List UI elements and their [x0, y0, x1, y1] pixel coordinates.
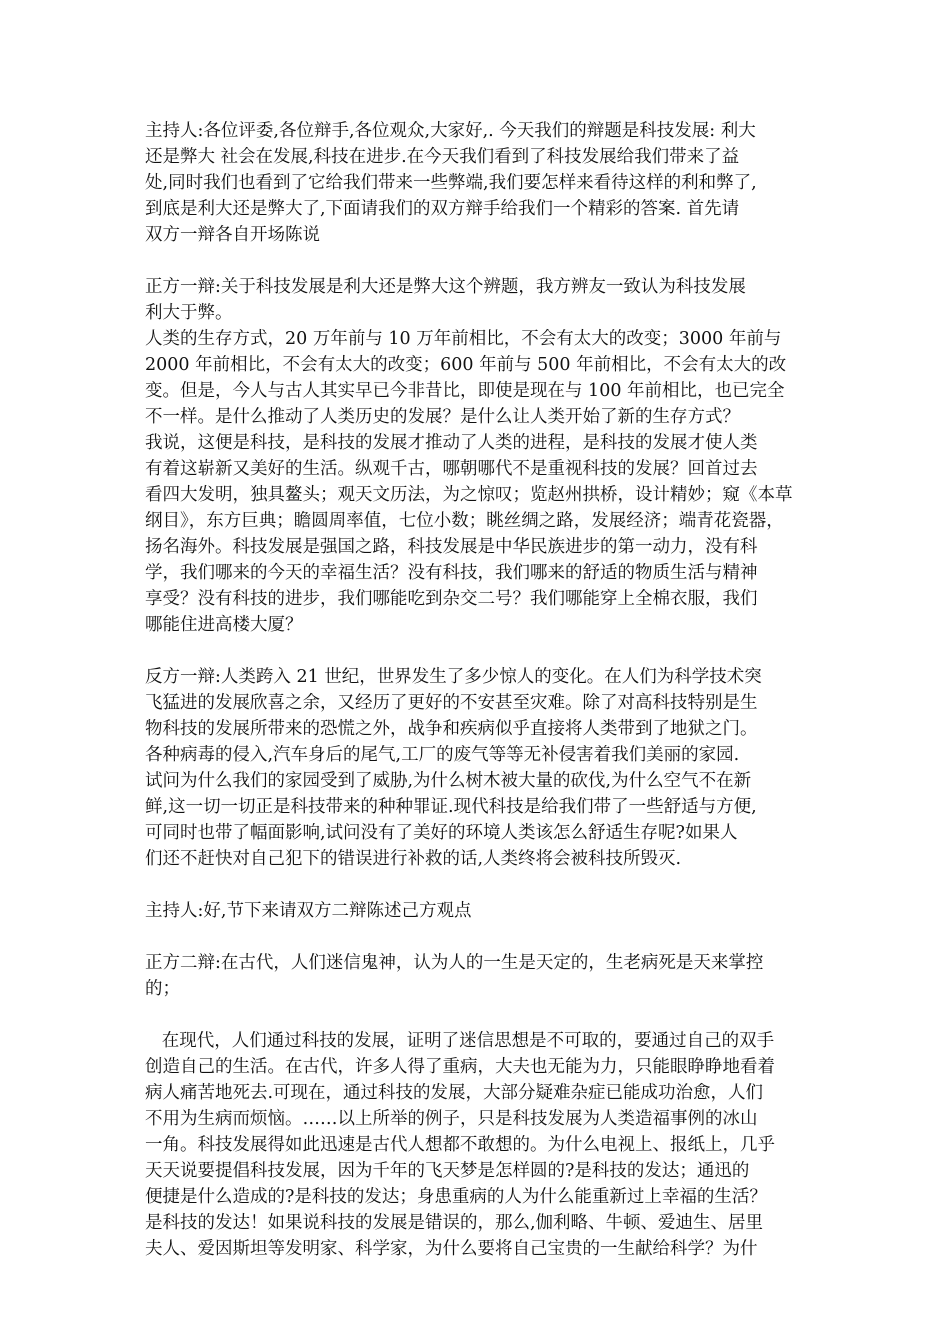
text-line: 享受？没有科技的进步，我们哪能吃到杂交二号？我们哪能穿上全棉衣服，我们 — [145, 589, 758, 609]
paragraph-gap — [145, 638, 813, 664]
paragraph-gap — [145, 1002, 813, 1028]
text-line: 各种病毒的侵入,汽车身后的尾气,工厂的废气等等无补侵害着我们美丽的家园. — [145, 745, 740, 765]
text-line: 天天说要提倡科技发展，因为千年的飞天梦是怎样圆的?是科技的发达；通迅的 — [145, 1161, 750, 1181]
paragraph-pro-first — [145, 274, 813, 638]
text-line: 不用为生病而烦恼。……以上所举的例子，只是科技发展为人类造福事例的冰山 — [145, 1109, 758, 1129]
text-line: 试问为什么我们的家园受到了威胁,为什么树木被大量的砍伐,为什么空气不在新 — [145, 771, 752, 791]
text-line: 在现代，人们通过科技的发展，证明了迷信思想是不可取的，要通过自己的双手 — [145, 1031, 775, 1051]
text-line: 看四大发明，独具鳌头；观天文历法，为之惊叹；览赵州拱桥，设计精妙；窥《本草 — [145, 485, 793, 505]
paragraph-host-second — [145, 898, 813, 924]
text-line: 飞猛进的发展欣喜之余，又经历了更好的不安甚至灾难。除了对高科技特别是生 — [145, 693, 758, 713]
text-line: 纲目》，东方巨典；瞻圆周率值，七位小数；眺丝绸之路，发展经济；端青花瓷器， — [145, 511, 784, 531]
text-line: 哪能住进高楼大厦？ — [145, 615, 303, 635]
text-line: 鲜,这一切一切正是科技带来的种种罪证.现代科技是给我们带了一些舒适与方便, — [145, 797, 757, 817]
text-line: 双方一辩各自开场陈说 — [145, 225, 320, 245]
text-line: 物科技的发展所带来的恐慌之外，战争和疾病似乎直接将人类带到了地狱之门。 — [145, 719, 758, 739]
text-line: 人类的生存方式，20 万年前与 10 万年前相比，不会有太大的改变；3000 年前与 — [145, 329, 782, 349]
text-line: 利大于弊。 — [145, 303, 233, 323]
paragraph-pro-second — [145, 950, 813, 1002]
text-line: 主持人:好,节下来请双方二辩陈述己方观点 — [145, 901, 472, 921]
text-line: 到底是利大还是弊大了,下面请我们的双方辩手给我们一个精彩的答案. 首先请 — [145, 199, 740, 219]
paragraph-con-first — [145, 664, 813, 872]
text-line: 学，我们哪来的今天的幸福生活？没有科技，我们哪来的舒适的物质生活与精神 — [145, 563, 758, 583]
paragraph-gap — [145, 872, 813, 898]
paragraph-host-intro — [145, 118, 813, 248]
text-line: 正方一辩:关于科技发展是利大还是弊大这个辨题，我方辨友一致认为科技发展 — [145, 277, 746, 297]
text-line: 还是弊大 社会在发展,科技在进步.在今天我们看到了科技发展给我们带来了益 — [145, 147, 740, 167]
text-line: 们还不赶快对自己犯下的错误进行补救的话,人类终将会被科技所毁灭. — [145, 849, 682, 869]
text-line: 便捷是什么造成的?是科技的发达；身患重病的人为什么能重新过上幸福的生活？ — [145, 1187, 767, 1207]
text-line: 2000 年前相比，不会有太大的改变；600 年前与 500 年前相比，不会有太大的改 — [145, 355, 787, 375]
text-line: 反方一辩:人类跨入 21 世纪，世界发生了多少惊人的变化。在人们为科学技术突 — [145, 667, 762, 687]
text-line: 夫人、爱因斯坦等发明家、科学家，为什么要将自己宝贵的一生献给科学？为什 — [145, 1239, 758, 1259]
text-line: 不一样。是什么推动了人类历史的发展？是什么让人类开始了新的生存方式？ — [145, 407, 740, 427]
text-line: 有着这崭新又美好的生活。纵观千古，哪朝哪代不是重视科技的发展？回首过去 — [145, 459, 758, 479]
text-line: 可同时也带了幅面影响,试问没有了美好的环境人类该怎么舒适生存呢?如果人 — [145, 823, 738, 843]
text-line: 一角。科技发展得如此迅速是古代人想都不敢想的。为什么电视上、报纸上，几乎 — [145, 1135, 775, 1155]
text-line: 创造自己的生活。在古代，许多人得了重病，大夫也无能为力，只能眼睁睁地看着 — [145, 1057, 775, 1077]
text-line: 变。但是，今人与古人其实早已今非昔比，即使是现在与 100 年前相比，也已完全 — [145, 381, 785, 401]
text-line: 病人痛苦地死去.可现在，通过科技的发展，大部分疑难杂症已能成功治愈，人们 — [145, 1083, 764, 1103]
paragraph-pro-second-continued — [145, 1028, 813, 1262]
text-line: 是科技的发达！如果说科技的发展是错误的，那么,伽利略、牛顿、爱迪生、居里 — [145, 1213, 764, 1233]
text-line: 正方二辩:在古代，人们迷信鬼神，认为人的一生是天定的，生老病死是天来掌控 — [145, 953, 764, 973]
paragraph-gap — [145, 248, 813, 274]
text-line: 扬名海外。科技发展是强国之路，科技发展是中华民族进步的第一动力，没有科 — [145, 537, 758, 557]
text-line: 主持人:各位评委,各位辩手,各位观众,大家好,. 今天我们的辩题是科技发展: 利大 — [145, 121, 756, 141]
text-line: 处,同时我们也看到了它给我们带来一些弊端,我们要怎样来看待这样的利和弊了, — [145, 173, 757, 193]
text-line: 的； — [145, 979, 180, 999]
paragraph-gap — [145, 924, 813, 950]
document-page — [145, 118, 813, 1262]
text-line: 我说，这便是科技，是科技的发展才推动了人类的进程，是科技的发展才使人类 — [145, 433, 758, 453]
